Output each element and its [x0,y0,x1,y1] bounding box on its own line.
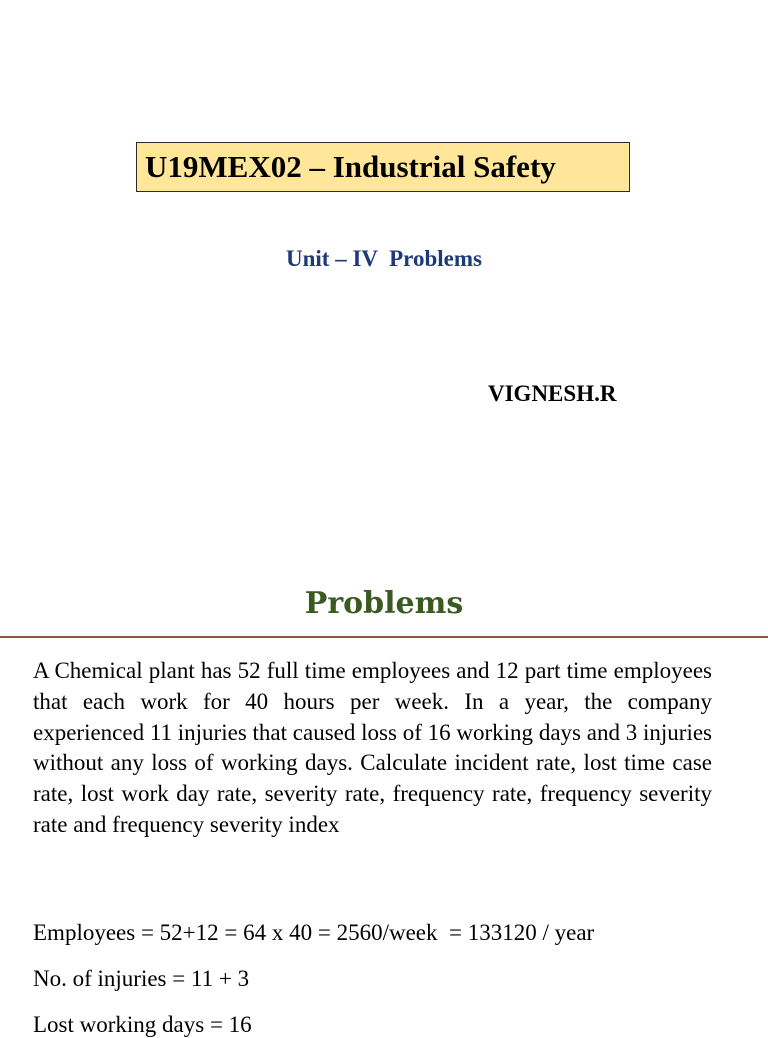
solution-line-lost-days: Lost working days = 16 [33,1012,252,1037]
problem-statement: A Chemical plant has 52 full time employees and 12 part time employees that each work for 40 hours per week. In a year, the company experienced 11 injuries that caused loss of 16 working days and 3 injuries without any loss of working days. Calculate incident rate, lost time case rate, lost work day rate, severity rate, frequency rate, frequency severity rate and frequency severity index [33,658,712,837]
solution-line-employees: Employees = 52+12 = 64 x 40 = 2560/week = 133120 / year [33,920,595,945]
heading-divider [0,636,768,638]
unit-subtitle: Unit – IV Problems [286,246,482,271]
slide-heading: Problems [304,586,464,621]
problems-slide [0,576,768,1037]
course-title: U19MEX02 – Industrial Safety [136,142,630,192]
solution-line-injuries: No. of injuries = 11 + 3 [33,966,250,991]
author-name: VIGNESH.R [488,381,617,406]
